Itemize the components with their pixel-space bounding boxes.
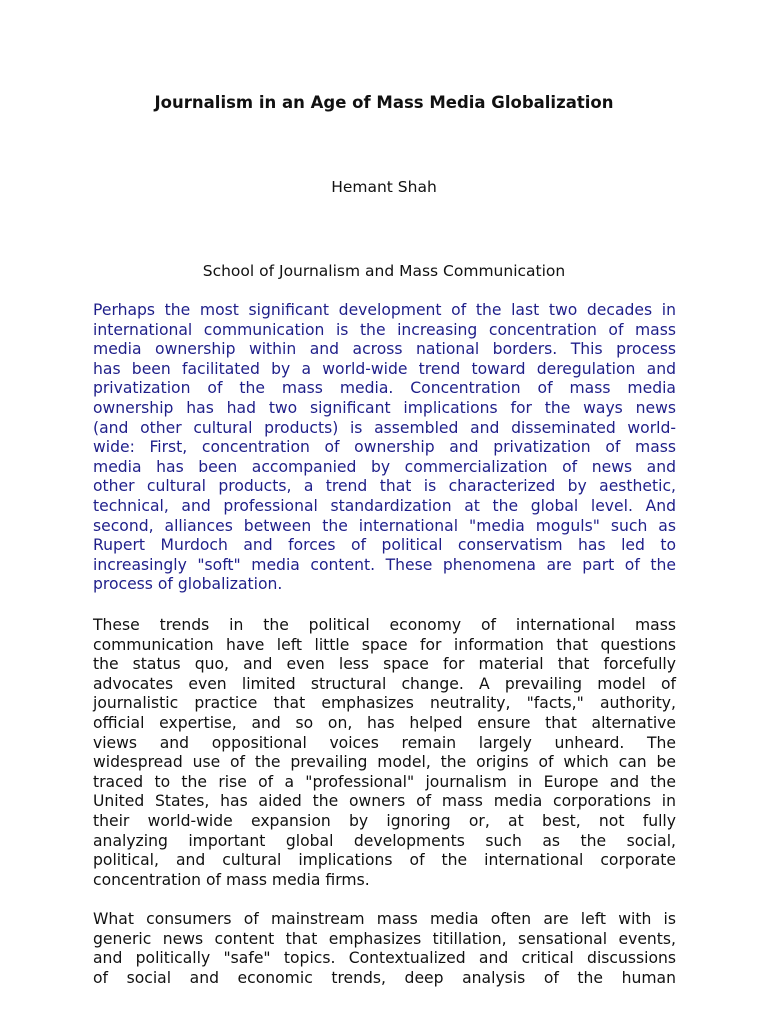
text-line: These trends in the political economy of international mass [93, 616, 676, 634]
text-line: ownership has had two significant implications for the ways news [93, 398, 676, 417]
text-line: United States, has aided the owners of mass media corporations in [93, 792, 676, 811]
text-line: of social and economic trends, deep analysis of the human [93, 968, 676, 987]
text-line: (and other cultural products) is assembled and disseminated world- [93, 418, 676, 437]
text-line: views and oppositional voices remain largely unheard. The [93, 733, 676, 752]
abstract-paragraph [93, 301, 676, 595]
text-line: and politically "safe" topics. Contextualized and critical discussions [93, 949, 676, 968]
text-line: international communication is the increasing concentration of mass [93, 320, 676, 339]
text-line: technical, and professional standardization at the global level. And [93, 496, 676, 515]
text-line: concentration of mass media firms. [93, 870, 370, 889]
body-paragraph-1 [93, 616, 676, 890]
text-line: second, alliances between the international "media moguls" such as [93, 516, 676, 535]
text-line: advocates even limited structural change. A prevailing model of [93, 674, 676, 693]
text-line: journalistic practice that emphasizes neutrality, "facts," authority, [93, 694, 676, 713]
text-line: media ownership within and across national borders. This process [93, 340, 676, 359]
text-line: Rupert Murdoch and forces of political conservatism has led to [93, 536, 676, 555]
text-line: widespread use of the prevailing model, the origins of which can be [93, 753, 676, 772]
text-line: political, and cultural implications of the international corporate [93, 851, 676, 870]
text-line: traced to the rise of a "professional" journalism in Europe and the [93, 772, 676, 791]
author-affiliation: School of Journalism and Mass Communication [202, 262, 566, 280]
text-line: the status quo, and even less space for material that forcefully [93, 655, 676, 674]
text-line: communication have left little space for information that questions [93, 635, 676, 654]
text-line: process of globalization. [93, 575, 283, 594]
text-line: analyzing important global developments such as the social, [93, 831, 676, 850]
document-title: Journalism in an Age of Mass Media Globalization [154, 93, 614, 112]
text-line: has been facilitated by a world-wide trend toward deregulation and [93, 359, 676, 378]
text-line: their world-wide expansion by ignoring or, at best, not fully [93, 811, 676, 830]
text-line: privatization of the mass media. Concentration of mass media [93, 379, 676, 398]
text-line: wide: First, concentration of ownership and privatization of mass [93, 438, 676, 457]
text-line: other cultural products, a trend that is characterized by aesthetic, [93, 477, 676, 496]
text-line: What consumers of mainstream mass media often are left with is [93, 910, 676, 928]
text-line: generic news content that emphasizes titillation, sensational events, [93, 929, 676, 948]
text-line: official expertise, and so on, has helped ensure that alternative [93, 713, 676, 732]
text-line: media has been accompanied by commercialization of news and [93, 457, 676, 476]
author-name: Hemant Shah [331, 178, 437, 196]
text-line: Perhaps the most significant development of the last two decades in [93, 301, 676, 319]
body-paragraph-2 [93, 910, 676, 988]
text-line: increasingly "soft" media content. These phenomena are part of the [93, 555, 676, 574]
